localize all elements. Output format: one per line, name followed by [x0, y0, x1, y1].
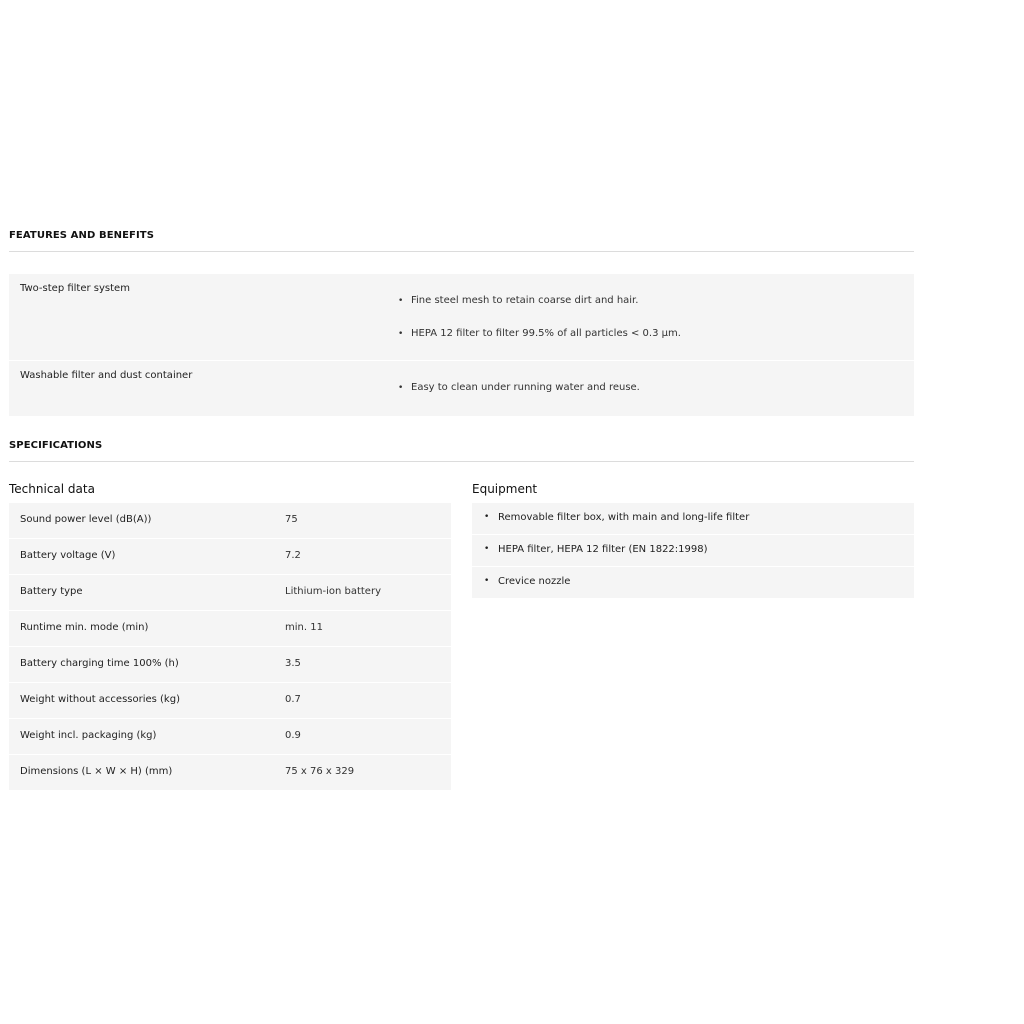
feature-bullet: • Easy to clean under running water and reuse. [398, 382, 640, 415]
features-heading: FEATURES AND BENEFITS [9, 230, 914, 252]
table-row [9, 719, 451, 755]
table-row [9, 575, 451, 611]
list-item [472, 567, 914, 599]
spec-label: Weight without accessories (kg) [20, 694, 180, 705]
spec-label: Battery charging time 100% (h) [20, 658, 179, 669]
feature-bullet: • Fine steel mesh to retain coarse dirt and hair. [398, 295, 681, 328]
spec-label: Battery voltage (V) [20, 550, 116, 561]
specifications-heading: SPECIFICATIONS [9, 440, 914, 462]
spec-label: Battery type [20, 586, 83, 597]
bullet-icon: • [484, 544, 490, 554]
table-row [9, 539, 451, 575]
feature-row [9, 361, 914, 416]
table-row [9, 611, 451, 647]
spec-value: min. 11 [285, 622, 323, 633]
features-table [9, 274, 914, 416]
equipment-item-text: Removable filter box, with main and long-life filter [498, 512, 750, 523]
spec-value: 3.5 [285, 658, 301, 669]
feature-bullet: • HEPA 12 filter to filter 99.5% of all particles < 0.3 μm. [398, 328, 681, 361]
equipment-item-text: HEPA filter, HEPA 12 filter (EN 1822:1998) [498, 544, 708, 555]
spec-value: 0.7 [285, 694, 301, 705]
technical-data-heading: Technical data [9, 482, 95, 496]
table-row [9, 503, 451, 539]
spec-value: 75 x 76 x 329 [285, 766, 355, 777]
feature-title: Two-step filter system [20, 283, 130, 294]
spec-label: Weight incl. packaging (kg) [20, 730, 157, 741]
equipment-item-text: Crevice nozzle [498, 576, 571, 587]
bullet-icon: • [484, 576, 490, 586]
spec-value: 0.9 [285, 730, 301, 741]
bullet-icon: • [484, 512, 490, 522]
feature-bullet-list [398, 295, 681, 360]
spec-label: Dimensions (L × W × H) (mm) [20, 766, 173, 777]
spec-value: 7.2 [285, 550, 301, 561]
table-row [9, 755, 451, 791]
table-row [9, 647, 451, 683]
feature-row [9, 274, 914, 361]
table-row [9, 683, 451, 719]
list-item [472, 535, 914, 567]
spec-label: Runtime min. mode (min) [20, 622, 149, 633]
feature-bullet-list [398, 382, 640, 415]
spec-value: 75 [285, 514, 298, 525]
spec-label: Sound power level (dB(A)) [20, 514, 152, 525]
feature-title: Washable filter and dust container [20, 370, 193, 381]
equipment-list [472, 503, 914, 599]
list-item [472, 503, 914, 535]
spec-value: Lithium-ion battery [285, 586, 381, 597]
equipment-heading: Equipment [472, 482, 538, 496]
technical-data-table [9, 503, 451, 791]
